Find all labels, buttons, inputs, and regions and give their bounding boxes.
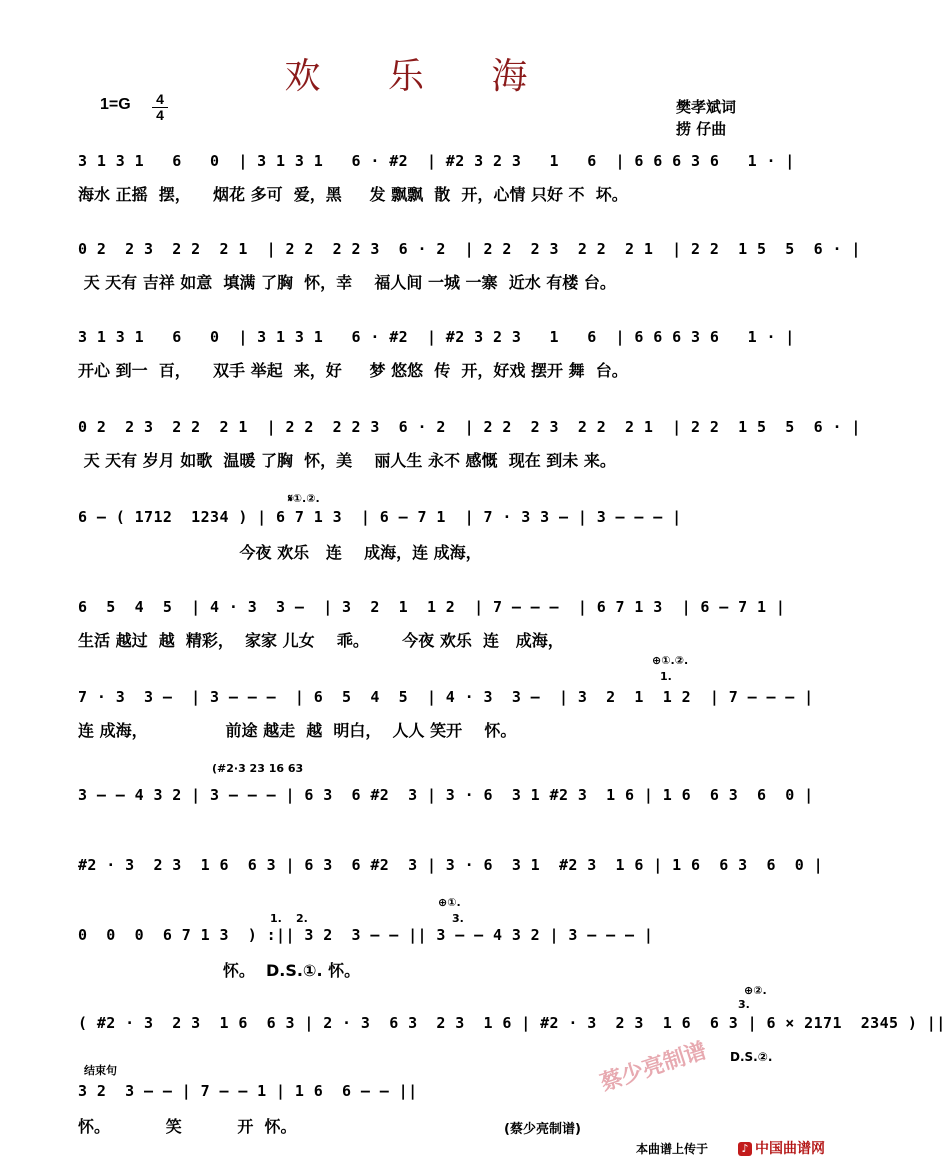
coda-mark-1: ⊕①.	[438, 896, 461, 909]
lyric-line-6: 生活 越过 越 精彩， 家家 儿女 乖。 今夜 欢乐 连 成海，	[78, 631, 564, 650]
time-signature-top: 4	[156, 91, 164, 107]
notation-line-4: 0 2 2 3 2 2 2 1 | 2 2 2 2 3 6 · 2 | 2 2 2 3 2 2 2 1 | 2 2 1 5 5 6 · |	[78, 418, 861, 436]
lyric-line-4: 天 天有 岁月 如歌 温暖 了胸 怀，美 丽人生 永不 感慨 现在 到未 来。	[78, 451, 616, 470]
notation-line-10: 0 0 0 6 7 1 3 ) :|| 3 2 3 — — || 3 — — 4 3 2 | 3 — — — |	[78, 926, 654, 944]
lyric-line-12: 怀。 笑 开 怀。	[78, 1117, 297, 1136]
ds-2-mark: D.S.②.	[730, 1050, 773, 1064]
lyric-line-10: 怀。 D.S.①. 怀。	[78, 961, 361, 980]
watermark: 蔡少亮制谱	[597, 1038, 710, 1097]
volta-1b-mark: 1.	[270, 912, 282, 925]
song-title: 欢 乐 海	[284, 56, 556, 97]
notation-line-7: 7 · 3 3 — | 3 — — — | 6 5 4 5 | 4 · 3 3 — | 3 2 1 1 2 | 7 — — — |	[78, 688, 814, 706]
lyric-line-3: 开心 到一 百， 双手 举起 来，好 梦 悠悠 传 开，好戏 摆开 舞 台。	[78, 361, 628, 380]
notation-line-12: 3 2 3 — — | 7 — — 1 | 1 6 6 — — ||	[78, 1082, 418, 1100]
time-signature-bottom: 4	[152, 107, 168, 123]
site-logo[interactable]	[738, 1138, 825, 1158]
ending-phrase-mark: 结束句	[84, 1064, 117, 1077]
coda-mark-2: ⊕②.	[744, 984, 767, 997]
coda-mark-1-2: ⊕①.②.	[652, 654, 689, 667]
lyric-line-5: 今夜 欢乐 连 成海，连 成海，	[78, 543, 482, 562]
lyric-line-2: 天 天有 吉祥 如意 填满 了胸 怀，幸 福人间 一城 一寨 近水 有楼 台。	[78, 273, 616, 292]
volta-3b-mark: 3.	[738, 998, 750, 1011]
site-name: 中国曲谱网	[755, 1141, 825, 1157]
lyric-line-7: 连 成海， 前途 越走 越 明白， 人人 笑开 怀。	[78, 721, 517, 740]
engraver-note: (蔡少亮制谱)	[504, 1122, 581, 1137]
volta-2-mark: 2.	[296, 912, 308, 925]
music-note-icon: ♪	[738, 1142, 752, 1156]
segno-mark: 𝄋①.②.	[288, 492, 320, 505]
notation-line-8: 3 — — 4 3 2 | 3 — — — | 6 3 6 #2 3 | 3 · 6 3 1 #2 3 1 6 | 1 6 6 3 6 0 |	[78, 786, 814, 804]
notation-line-2: 0 2 2 3 2 2 2 1 | 2 2 2 2 3 6 · 2 | 2 2 2 3 2 2 2 1 | 2 2 1 5 5 6 · |	[78, 240, 861, 258]
intro-small-notes: (#2·3 23 16 63	[212, 762, 304, 775]
key-signature: 1=G	[100, 96, 131, 113]
notation-line-9: #2 · 3 2 3 1 6 6 3 | 6 3 6 #2 3 | 3 · 6 3 1 #2 3 1 6 | 1 6 6 3 6 0 |	[78, 856, 824, 874]
notation-line-1: 3 1 3 1 6 0 | 3 1 3 1 6 · #2 | #2 3 2 3 1 6 | 6 6 6 3 6 1 · |	[78, 152, 795, 170]
footer-text: 本曲谱上传于	[636, 1142, 709, 1156]
composer-credit: 捞 仔曲	[676, 120, 727, 138]
volta-1-mark: 1.	[660, 670, 672, 683]
lyric-line-1: 海水 正摇 摆， 烟花 多可 爱，黑 发 飘飘 散 开，心情 只好 不 坏。	[78, 185, 628, 204]
notation-line-11: ( #2 · 3 2 3 1 6 6 3 | 2 · 3 6 3 2 3 1 6 | #2 · 3 2 3 1 6 6 3 | 6 × 2171 2345 ) ||	[78, 1014, 946, 1032]
notation-line-6: 6 5 4 5 | 4 · 3 3 — | 3 2 1 1 2 | 7 — — — | 6 7 1 3 | 6 — 7 1 |	[78, 598, 786, 616]
notation-line-3: 3 1 3 1 6 0 | 3 1 3 1 6 · #2 | #2 3 2 3 1 6 | 6 6 6 3 6 1 · |	[78, 328, 795, 346]
notation-line-5: 6 — ( 1712 1234 ) | 6 7 1 3 | 6 — 7 1 | 7 · 3 3 — | 3 — — — |	[78, 508, 682, 526]
volta-3-mark: 3.	[452, 912, 464, 925]
lyricist-credit: 樊孝斌词	[676, 98, 737, 116]
